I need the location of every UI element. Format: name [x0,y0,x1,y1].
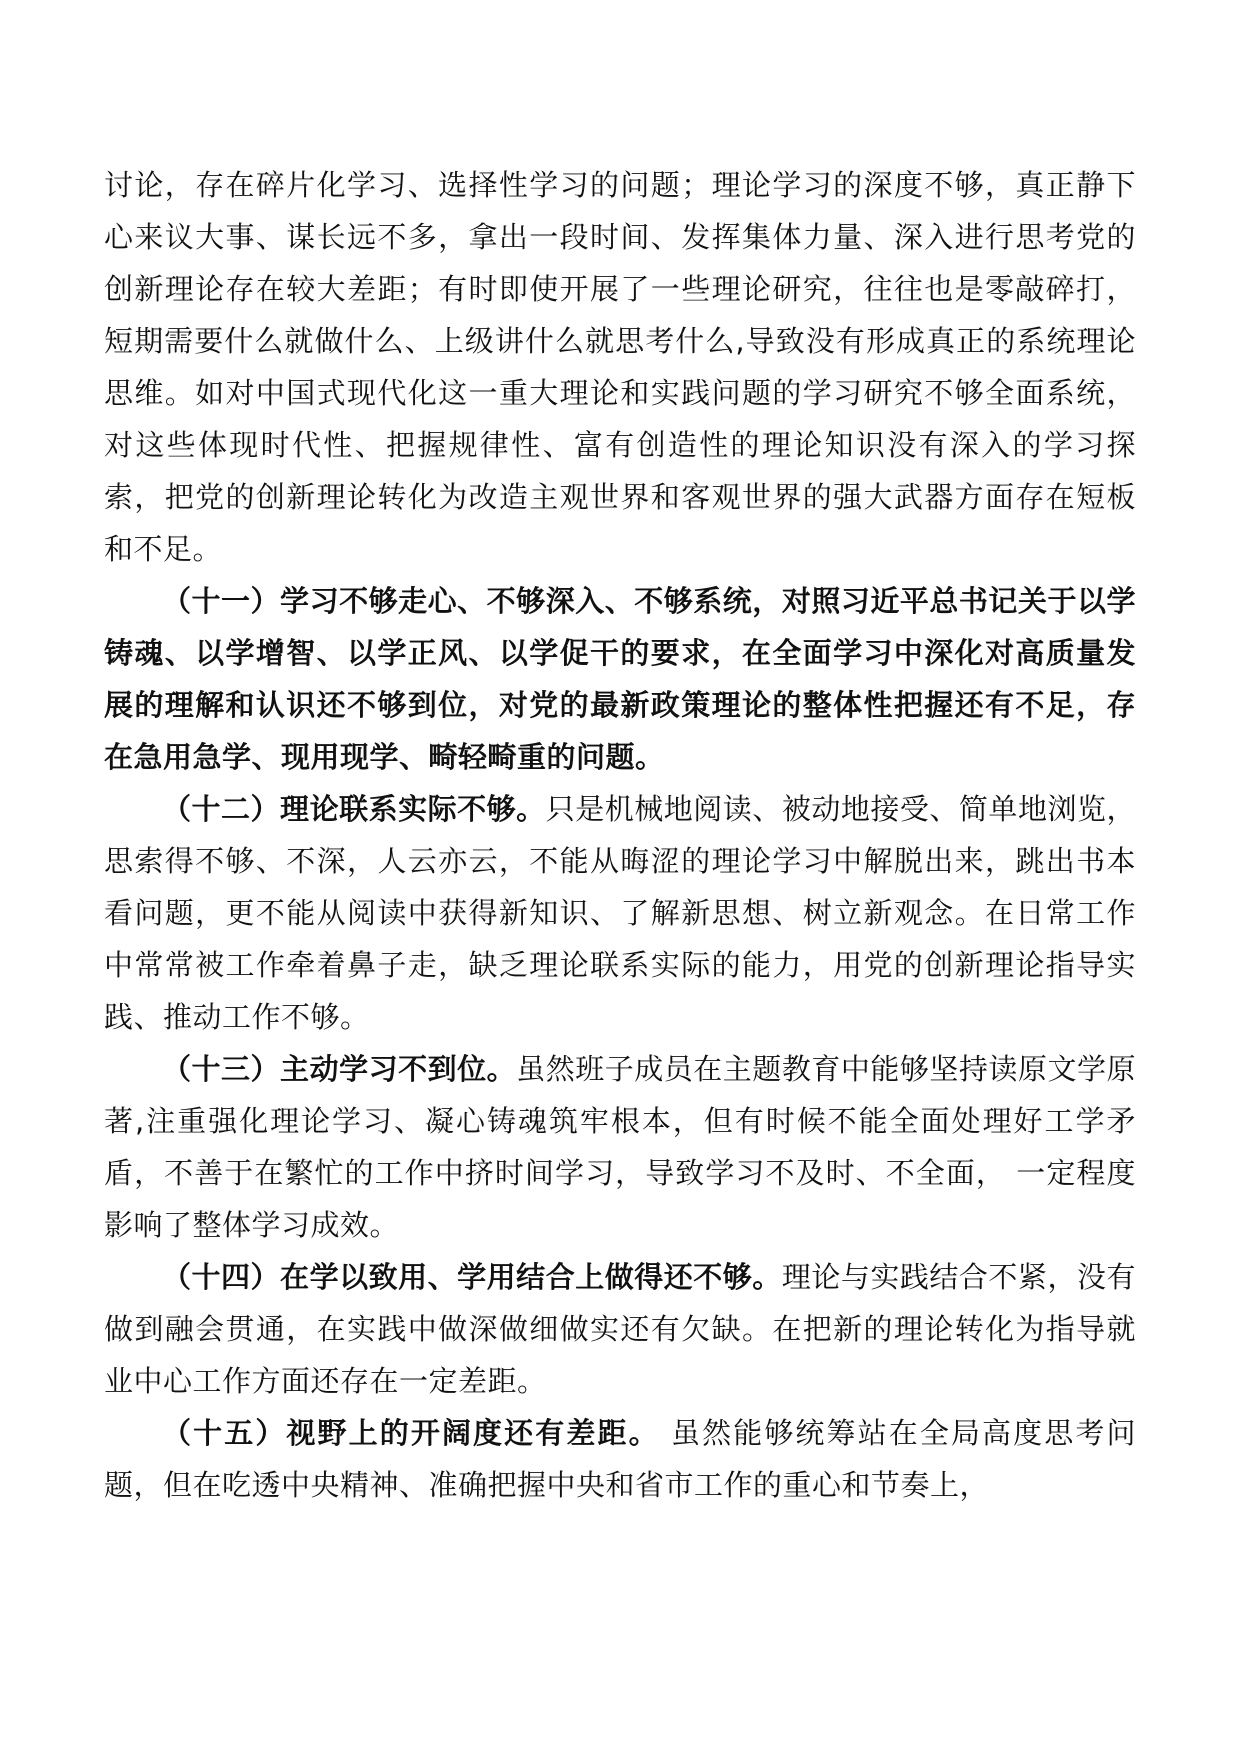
section-heading: （十二）理论联系实际不够。 [162,792,546,826]
paragraph-section-12 [104,783,1136,1043]
paragraph-body: 虽然能够统筹站在全局高度思考问题，但在吃透中央精神、准确把握中央和省市工作的重心和节奏上， [104,1416,1136,1502]
paragraph-body: 讨论，存在碎片化学习、选择性学习的问题；理论学习的深度不够，真正静下心来议大事、谋长远不多，拿出一段时间、发挥集体力量、深入进行思考党的创新理论存在较大差距；有时即使开展了一些理论研究，往往也是零敲碎打，短期需要什么就做什么、上级讲什么就思考什么,导致没有形成真正的系统理论思维。如对中国式现代化这一重大理论和实践问题的学习研究不够全面系统，对这些体现时代性、把握规律性、富有创造性的理论知识没有深入的学习探索，把党的创新理论转化为改造主观世界和客观世界的强大武器方面存在短板和不足。 [104,168,1136,566]
paragraph-continuation [104,159,1136,575]
document-body [104,159,1136,1511]
paragraph-section-15 [104,1407,1136,1511]
paragraph-body: 理论与实践结合不紧，没有做到融会贯通，在实践中做深做细做实还有欠缺。在把新的理论转化为指导就业中心工作方面还存在一定差距。 [104,1260,1136,1398]
section-heading: （十五）视野上的开阔度还有差距。 [162,1416,660,1450]
section-heading: （十三）主动学习不到位。 [162,1052,517,1086]
section-heading: （十四）在学以致用、学用结合上做得还不够。 [162,1260,782,1294]
paragraph-section-13 [104,1043,1136,1251]
paragraph-body: 虽然班子成员在主题教育中能够坚持读原文学原著,注重强化理论学习、凝心铸魂筑牢根本，但有时候不能全面处理好工学矛盾，不善于在繁忙的工作中挤时间学习，导致学习不及时、不全面， 一定程度影响了整体学习成效。 [104,1052,1136,1242]
paragraph-section-14 [104,1251,1136,1407]
section-heading: （十一）学习不够走心、不够深入、不够系统，对照习近平总书记关于以学铸魂、以学增智、以学正风、以学促干的要求，在全面学习中深化对高质量发展的理解和认识还不够到位，对党的最新政策理论的整体性把握还有不足，存在急用急学、现用现学、畸轻畸重的问题。 [104,584,1136,774]
paragraph-body: 只是机械地阅读、被动地接受、简单地浏览，思索得不够、不深，人云亦云，不能从晦涩的理论学习中解脱出来，跳出书本看问题，更不能从阅读中获得新知识、了解新思想、树立新观念。在日常工作中常常被工作牵着鼻子走，缺乏理论联系实际的能力，用党的创新理论指导实践、推动工作不够。 [104,792,1136,1034]
paragraph-section-11 [104,575,1136,783]
